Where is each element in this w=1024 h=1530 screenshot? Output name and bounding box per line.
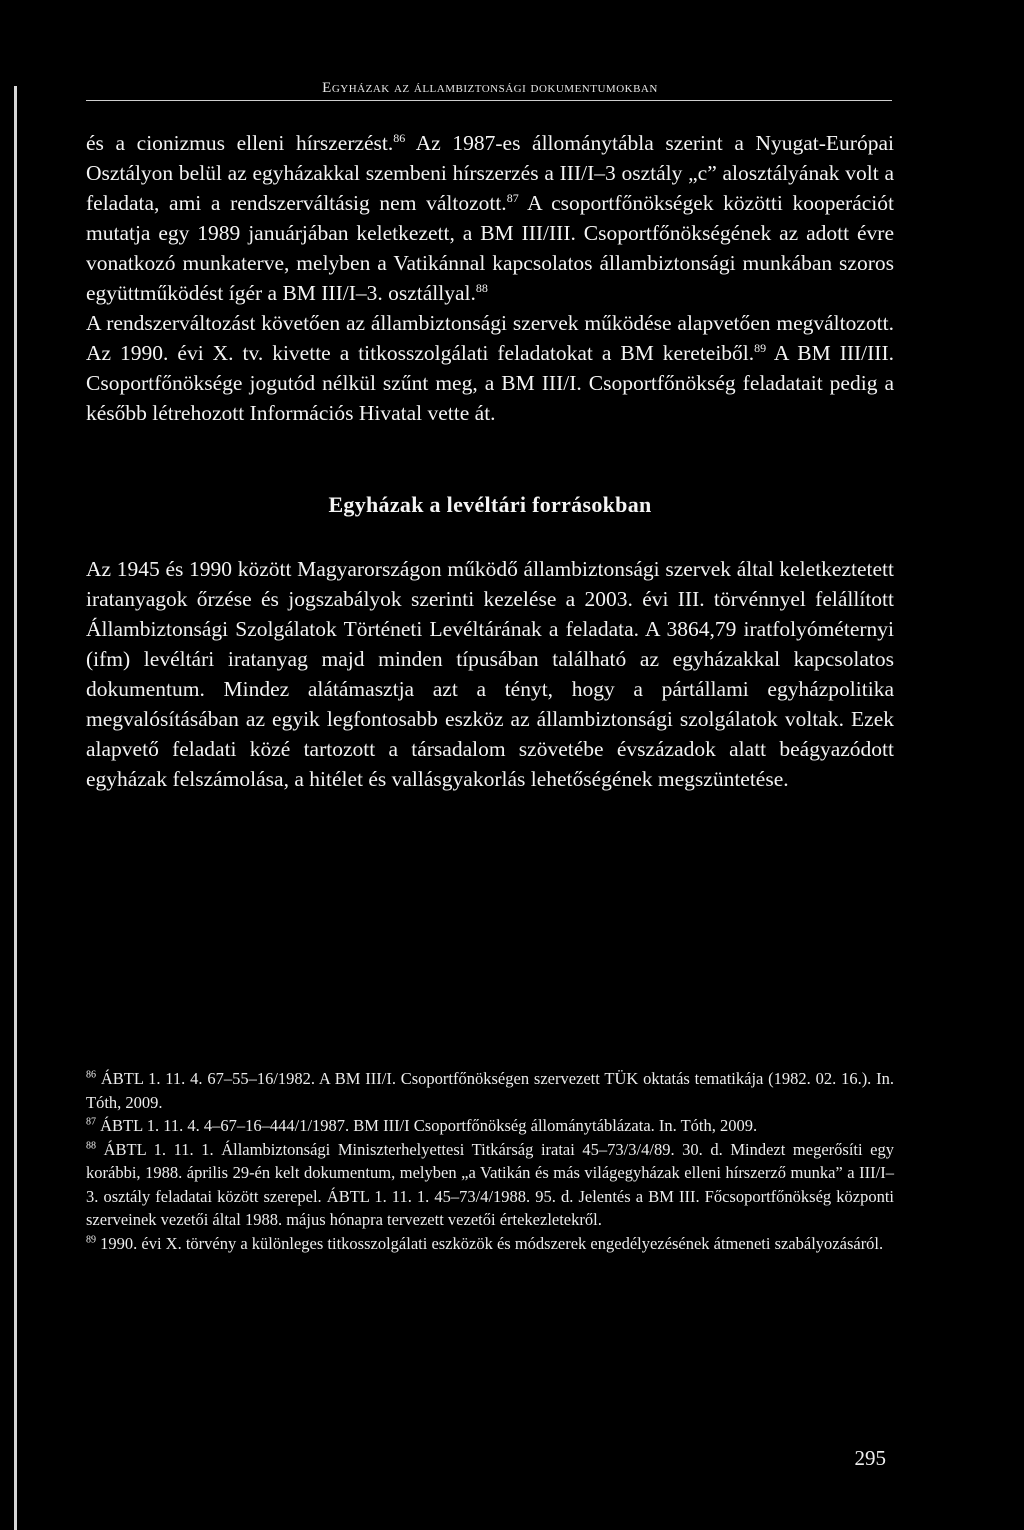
footnote-text: ÁBTL 1. 11. 1. Állambiztonsági Miniszterhelyettesi Titkárság iratai 45–73/3/4/89. 30. d. Mindezt megerősíti egy korábbi, 1988. április 29-én kelt dokumentum, melyben „a Vatikán és más világegyházak elleni hírszerző munka” a III/I–3. osztály feladatai között szerepel. ÁBTL 1. 11. 1. 45–73/4/1988. 95. d. Jelentés a BM III. Főcsoportfőnökség központi szerveinek vezetői által 1988. május hónapra tervezett vezetői értekezletekről. (86, 1139, 894, 1229)
footnote (86, 1067, 894, 1114)
footnote-text: ÁBTL 1. 11. 4. 4–67–16–444/1/1987. BM III/I Csoportfőnökség állománytáblázata. In. Tóth, 2009. (96, 1116, 758, 1135)
header-divider (86, 100, 892, 101)
footnote-number: 86 (86, 1069, 96, 1081)
footnote-text: ÁBTL 1. 11. 4. 67–55–16/1982. A BM III/I. Csoportfőnökségen szervezett TÜK oktatás tematikája (1982. 02. 16.). In. Tóth, 2009. (86, 1069, 894, 1112)
main-text (86, 128, 894, 794)
paragraph-text: A csoportfőnökségek közötti kooperációt mutatja egy 1989 januárjában keletkezett, a BM III/III. Csoportfőnökségének az adott évre vonatkozó munkaterve, melyben a Vatikánnal kapcsolatos állambiztonsági munkában szoros együttműködést ígér a BM III/I–3. osztállyal. (86, 191, 894, 305)
footnote (86, 1232, 894, 1256)
footnote-number: 89 (86, 1234, 96, 1245)
footnote-marker: 88 (475, 280, 488, 295)
footnote-marker: 86 (393, 130, 406, 145)
footnote (86, 1114, 894, 1138)
section-heading: Egyházak a levéltári forrásokban (328, 492, 652, 517)
footnotes (86, 1067, 894, 1255)
footnote-number: 88 (86, 1140, 96, 1151)
footnote-text: 1990. évi X. törvény a különleges titkosszolgálati eszközök és módszerek engedélyezésének átmeneti szabályozásáról. (96, 1233, 884, 1253)
footnote (86, 1138, 894, 1232)
body-paragraph (86, 128, 894, 308)
running-head: Egyházak az állambiztonsági dokumentumokban (322, 80, 658, 96)
page-edge-rule (14, 86, 17, 1530)
paragraph-text: Az 1987-es állománytábla szerint a Nyugat-Európai Osztályon belül az egyházakkal szembeni hírszerzés a III/I–3 osztály „c” alosztályának volt a feladata, ami a rendszerváltásig nem változott. (86, 131, 894, 215)
paragraph-text: A BM III/III. Csoportfőnöksége jogutód nélkül szűnt meg, a BM III/I. Csoportfőnökség feladatait pedig a később létrehozott Információs Hivatal vette át. (86, 341, 894, 425)
body-paragraph (86, 308, 894, 428)
paragraph-text: A rendszerváltozást követően az állambiztonsági szervek működése alapvetően megváltozott. Az 1990. évi X. tv. kivette a titkosszolgálati feladatokat a BM kereteiből. (86, 311, 894, 365)
section-paragraph: Az 1945 és 1990 között Magyarországon működő állambiztonsági szervek által keletkeztetett iratanyagok őrzése és jogszabályok szerinti kezelése a 2003. évi III. törvénnyel felállított Állambiztonsági Szolgálatok Történeti Levéltárának a feladata. A 3864,79 iratfolyóméternyi (ifm) levéltári iratanyag majd minden típusában található az egyházakkal kapcsolatos dokumentum. Mindez alátámasztja azt a tényt, hogy a pártállami egyházpolitika megvalósításában az egyik legfontosabb eszköz az állambiztonsági szolgálatok voltak. Ezek alapvető feladati közé tartozott a társadalom szövetébe évszázadok alatt beágyazódott egyházak felszámolása, a hitélet és vallásgyakorlás lehetőségének megszüntetése. (86, 557, 894, 791)
footnote-number: 87 (86, 1116, 96, 1128)
footnote-marker: 87 (506, 190, 519, 205)
body-paragraphs (86, 128, 894, 428)
footnote-marker: 89 (754, 340, 767, 355)
paragraph-text: és a cionizmus elleni hírszerzést. (86, 131, 394, 155)
page-number: 295 (854, 1446, 886, 1470)
